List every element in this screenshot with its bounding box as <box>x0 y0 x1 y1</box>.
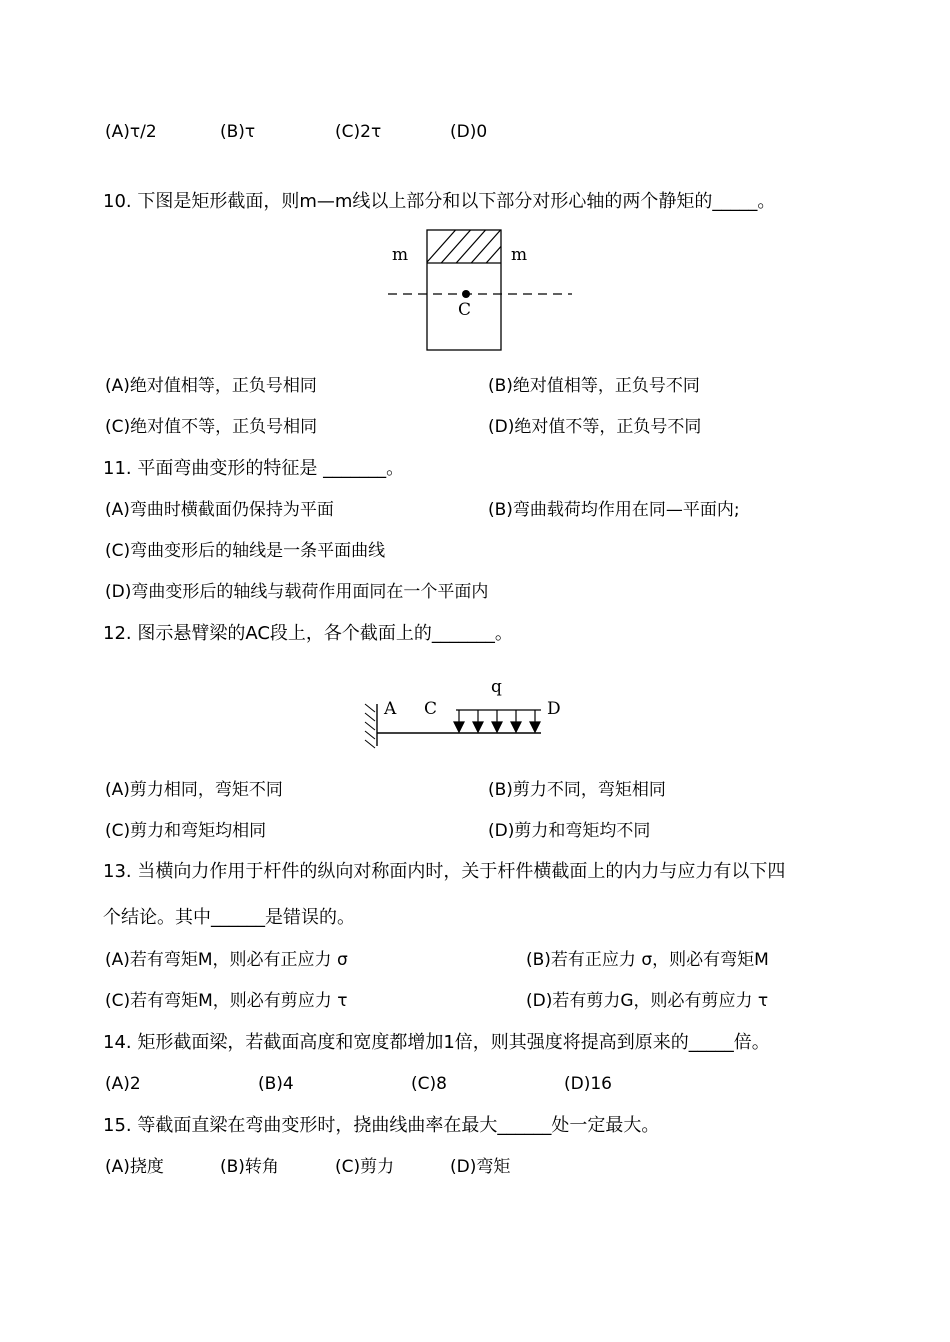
q13-option-d: (D)若有剪力G，则必有剪应力 τ <box>526 991 769 1011</box>
q12-option-d: (D)剪力和弯矩均不同 <box>488 821 651 841</box>
q13-stem-line2: 个结论。其中______是错误的。 <box>103 907 355 928</box>
q14-option-d: (D)16 <box>564 1074 612 1094</box>
q13-option-b: (B)若有正应力 σ，则必有弯矩M <box>526 950 769 970</box>
q15-option-b: (B)转角 <box>220 1157 279 1177</box>
q9-option-b: (B)τ <box>220 122 256 142</box>
q12-option-b: (B)剪力不同，弯矩相同 <box>488 780 666 800</box>
q14-stem: 14. 矩形截面梁，若截面高度和宽度都增加1倍，则其强度将提高到原来的_____倍。 <box>103 1032 770 1053</box>
q11-option-b: (B)弯曲载荷均作用在同—平面内; <box>488 500 740 520</box>
q15-option-a: (A)挠度 <box>105 1157 164 1177</box>
label-a: A <box>384 699 397 719</box>
cantilever-beam-figure <box>355 672 575 757</box>
q15-stem: 15. 等截面直梁在弯曲变形时，挠曲线曲率在最大______处一定最大。 <box>103 1115 660 1136</box>
q13-option-c: (C)若有弯矩M，则必有剪应力 τ <box>105 991 348 1011</box>
q10-option-b: (B)绝对值相等，正负号不同 <box>488 376 700 396</box>
q10-option-a: (A)绝对值相等，正负号相同 <box>105 376 317 396</box>
centroid-dot <box>462 290 470 298</box>
distributed-load-arrows <box>454 710 540 732</box>
q12-option-c: (C)剪力和弯矩均相同 <box>105 821 267 841</box>
q12-option-a: (A)剪力相同，弯矩不同 <box>105 780 283 800</box>
q13-stem-line1: 13. 当横向力作用于杆件的纵向对称面内时，关于杆件横截面上的内力与应力有以下四 <box>103 861 786 882</box>
q14-option-c: (C)8 <box>411 1074 447 1094</box>
q10-option-c: (C)绝对值不等，正负号相同 <box>105 417 318 437</box>
q11-stem: 11. 平面弯曲变形的特征是 _______。 <box>103 458 405 479</box>
support-hatch <box>365 704 375 748</box>
rectangle-section-figure <box>380 225 580 355</box>
q15-option-c: (C)剪力 <box>335 1157 395 1177</box>
q14-option-a: (A)2 <box>105 1074 141 1094</box>
label-d: D <box>547 699 561 719</box>
q9-option-c: (C)2τ <box>335 122 382 142</box>
label-c: C <box>424 699 438 719</box>
section-rectangle <box>427 230 501 350</box>
q11-option-c: (C)弯曲变形后的轴线是一条平面曲线 <box>105 541 386 561</box>
q10-stem: 10. 下图是矩形截面，则m—m线以上部分和以下部分对形心轴的两个静矩的_____。 <box>103 191 776 212</box>
label-centroid: C <box>458 300 472 320</box>
q10-option-d: (D)绝对值不等，正负号不同 <box>488 417 702 437</box>
q15-option-d: (D)弯矩 <box>450 1157 511 1177</box>
q9-option-a: (A)τ/2 <box>105 122 157 142</box>
q9-option-d: (D)0 <box>450 122 488 142</box>
q14-option-b: (B)4 <box>258 1074 294 1094</box>
q11-option-a: (A)弯曲时横截面仍保持为平面 <box>105 500 334 520</box>
label-m-left: m <box>392 245 409 265</box>
label-q: q <box>491 677 502 697</box>
q13-option-a: (A)若有弯矩M，则必有正应力 σ <box>105 950 348 970</box>
q11-option-d: (D)弯曲变形后的轴线与载荷作用面同在一个平面内 <box>105 582 489 602</box>
q12-stem: 12. 图示悬臂梁的AC段上，各个截面上的_______。 <box>103 623 513 644</box>
label-m-right: m <box>511 245 528 265</box>
